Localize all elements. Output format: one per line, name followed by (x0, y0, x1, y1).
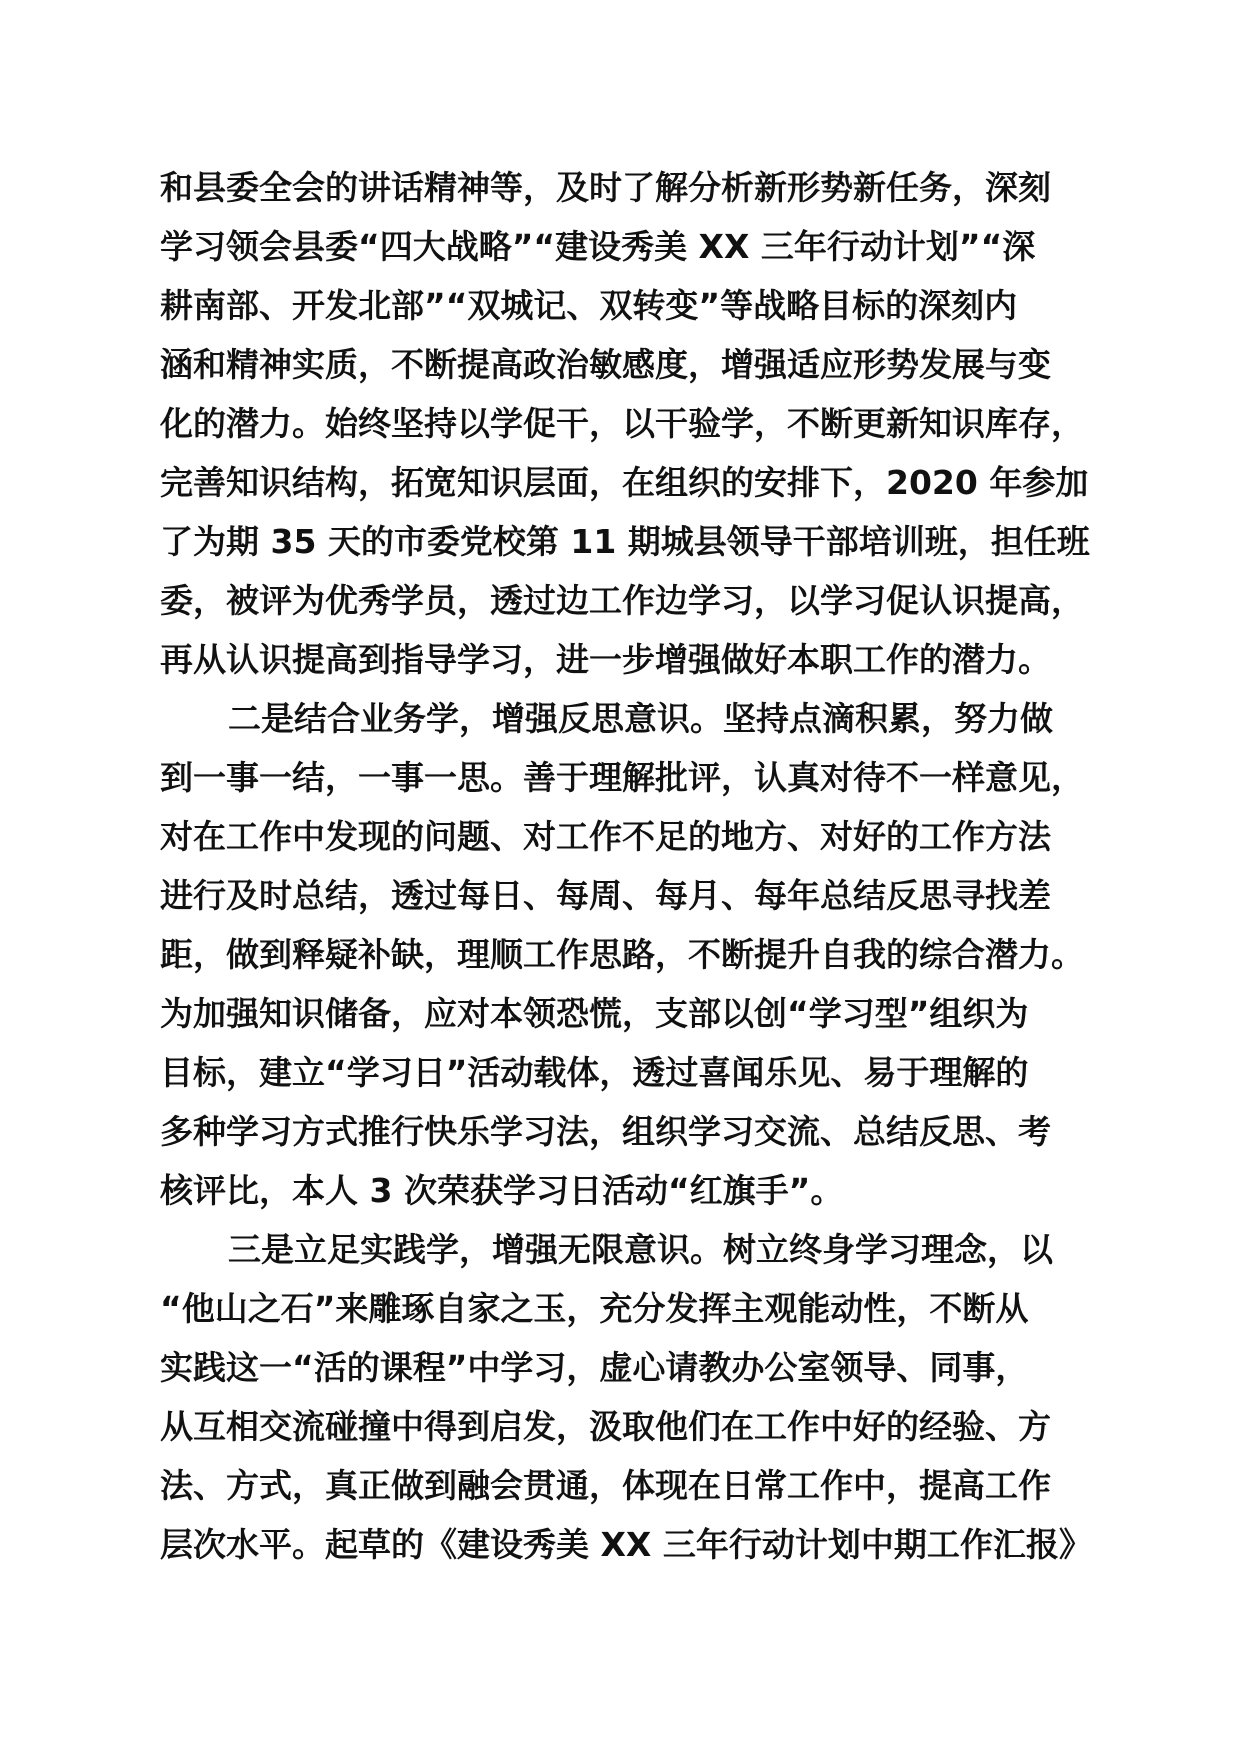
text-line: 委，被评为优秀学员，透过边工作边学习，以学习促认识提高， (160, 581, 1084, 620)
text-line: 法、方式，真正做到融会贯通，体现在日常工作中，提高工作 (160, 1466, 1051, 1505)
text-line: 距，做到释疑补缺，理顺工作思路，不断提升自我的综合潜力。 (160, 935, 1084, 974)
text-line: 层次水平。起草的《建设秀美 XX 三年行动计划中期工作汇报》 (160, 1525, 1092, 1564)
text-line: 学习领会县委“四大战略”“建设秀美 XX 三年行动计划”“深 (160, 227, 1036, 266)
text-line: 对在工作中发现的问题、对工作不足的地方、对好的工作方法 (160, 817, 1051, 856)
text-line: 和县委全会的讲话精神等，及时了解分析新形势新任务，深刻 (160, 168, 1051, 207)
text-line: 为加强知识储备，应对本领恐慌，支部以创“学习型”组织为 (160, 994, 1029, 1033)
text-line: 了为期 35 天的市委党校第 11 期城县领导干部培训班，担任班 (160, 522, 1090, 561)
text-line: 完善知识结构，拓宽知识层面，在组织的安排下，2020 年参加 (160, 463, 1089, 502)
text-line: 到一事一结，一事一思。善于理解批评，认真对待不一样意见， (160, 758, 1084, 797)
text-line: 耕南部、开发北部”“双城记、双转变”等战略目标的深刻内 (160, 286, 1018, 325)
paragraph-start-line: 三是立足实践学，增强无限意识。树立终身学习理念，以 (228, 1230, 1053, 1269)
text-line: 从互相交流碰撞中得到启发，汲取他们在工作中好的经验、方 (160, 1407, 1051, 1446)
text-line: 涵和精神实质，不断提高政治敏感度，增强适应形势发展与变 (160, 345, 1051, 384)
text-line: 进行及时总结，透过每日、每周、每月、每年总结反思寻找差 (160, 876, 1051, 915)
text-line: 实践这一“活的课程”中学习，虚心请教办公室领导、同事， (160, 1348, 1029, 1387)
text-line: “他山之石”来雕琢自家之玉，充分发挥主观能动性，不断从 (160, 1289, 1029, 1328)
body-text (160, 158, 1100, 1574)
text-line: 多种学习方式推行快乐学习法，组织学习交流、总结反思、考 (160, 1112, 1051, 1151)
text-line: 化的潜力。始终坚持以学促干，以干验学，不断更新知识库存， (160, 404, 1084, 443)
text-line: 核评比，本人 3 次荣获学习日活动“红旗手”。 (160, 1171, 844, 1210)
text-line: 目标，建立“学习日”活动载体，透过喜闻乐见、易于理解的 (160, 1053, 1029, 1092)
paragraph-start-line: 二是结合业务学，增强反思意识。坚持点滴积累，努力做 (228, 699, 1053, 738)
text-line: 再从认识提高到指导学习，进一步增强做好本职工作的潜力。 (160, 640, 1051, 679)
